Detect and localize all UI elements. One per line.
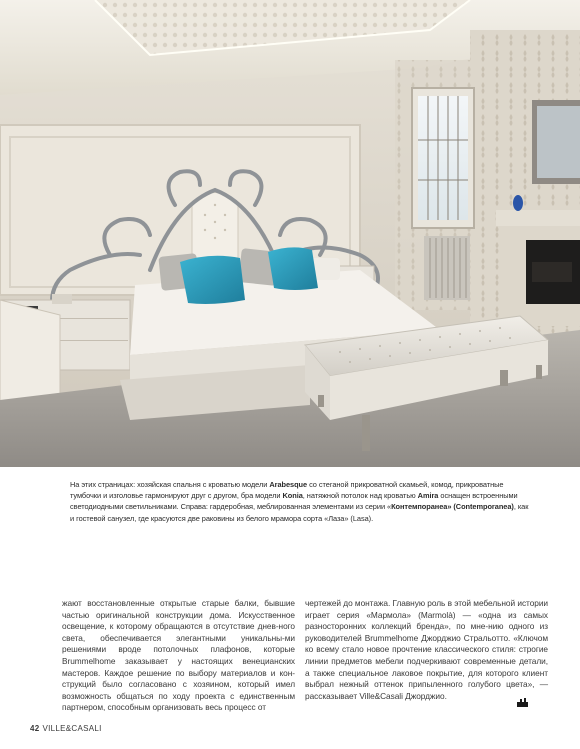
page-number: 42 [30,724,40,733]
caption-line-1: На этих страницах: хозяйская спальня с кроватью модели Arabesque со стеганой прикроватной скамьей, комод, прикроватные [70,480,504,489]
body-paragraph-left: жают восстановленные открытые старые балки, бывшие частью оригинальной конструкции дома. Искусственное освещение, к которому обращаются в отсутствие днев-ного света, обеспечивается элегантными уникальны-ми решениями вроде потолочных плафонов, которые Brummelhome заказывает у настоящих венецианских мастеров. Каждое решение по выбору материалов и кон-струкций было согласовано с хозяином, который имел возможность общаться по ходу проекта с единственным партнером, способным организовать весь процесс от [62,598,295,713]
accent-pillow [180,256,245,304]
page-footer [30,724,102,733]
body-paragraph-right: чертежей до монтажа. Главную роль в этой мебельной истории играет серия «Мармола» (Marmolà) — «одна из самых разносторонних коллекций бренда», по мне-нию одного из руководителей Brummelhome Джорджио Стральотто. «Ключом ко всему стало новое прочтение классического стиля: строгие линии предметов мебели подчеркивают современные детали, а также специальное лаковое покрытие, для которого клиент выбрал нежный оттенок припыленного голубого цвета», — рассказывает Ville&Casali Джорджио. [305,598,548,701]
caption-line-2: тумбочки и изголовье гармонируют друг с другом, бра модели Konia, натяжной потолок над кроватью Amira оснащен встроенными [70,491,518,501]
body-column-left [62,598,295,714]
end-of-article-icon [517,698,528,707]
body-column-right [305,598,548,702]
photo-caption [70,479,570,524]
caption-line-3: светодиодными светильниками. Справа: гардеробная, меблированная элементами из серии «Контемпоранеа» (Contemporanea), как [70,502,529,512]
caption-line-4: и гостевой санузел, где красуются две раковины из белого мрамора сорта «Лаза» (Lasa). [70,513,374,523]
magazine-name: VILLE&CASALI [42,724,102,733]
